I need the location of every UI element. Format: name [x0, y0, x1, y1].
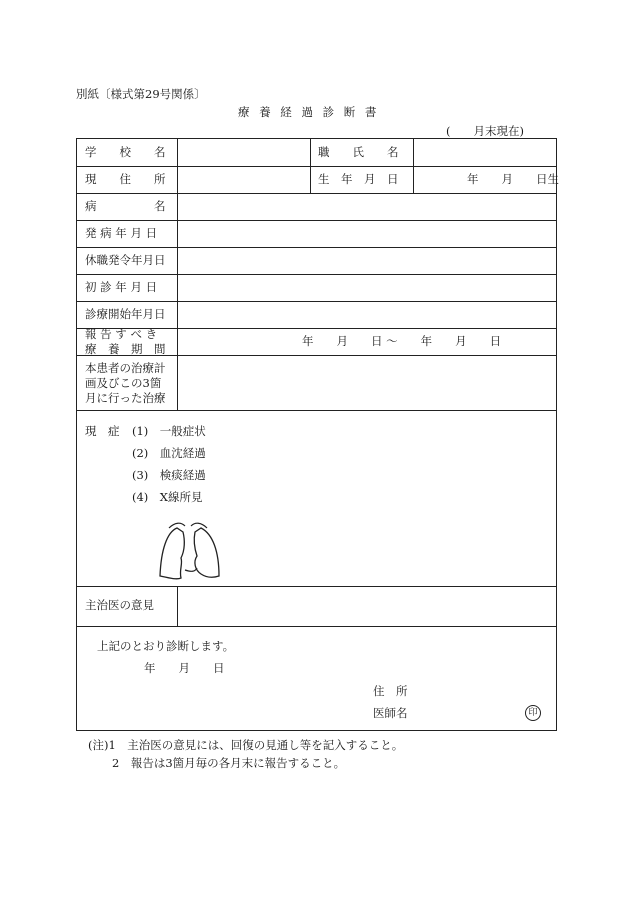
opinion-value[interactable] [180, 589, 550, 623]
left-lung-outline [194, 528, 219, 577]
signature-address-label: 住 所 [373, 684, 408, 698]
diagnosis-form [76, 138, 557, 731]
birth-label: 生 年 月 日 [318, 172, 399, 186]
symptom-xray: (4) X線所見 [132, 490, 203, 504]
opinion-label: 主治医の意見 [85, 598, 154, 612]
heart-outline [185, 568, 197, 571]
treatment-plan-label-line-2: 画及びこの3箇 [85, 376, 162, 390]
date-line: 年 月 日 [144, 661, 225, 675]
treatment-plan-value[interactable] [180, 358, 550, 406]
school-value[interactable] [180, 142, 307, 164]
treatment-plan-label-line-1: 本患者の治療計 [85, 361, 166, 375]
seal-icon: 印 [525, 705, 541, 721]
declaration-text: 上記のとおり診断します。 [97, 639, 235, 653]
report-period-label [85, 327, 166, 357]
right-lung-outline [160, 528, 184, 579]
symptoms-heading: 現 症 [85, 424, 120, 438]
onset-value[interactable] [180, 223, 550, 245]
note-1: (注)1 主治医の意見には、回復の見通し等を記入すること。 [88, 738, 404, 752]
birth-value: 年 月 日生 [467, 172, 559, 186]
report-period-label-line-2: 療 養 期 間 [85, 342, 166, 356]
lung-apex-marks [169, 523, 207, 528]
signature-address-value[interactable] [422, 681, 552, 701]
symptom-general: (1) 一般症状 [132, 424, 206, 438]
as-of-label: ( 月末現在) [446, 124, 524, 138]
attachment-note: 別紙〔様式第29号関係〕 [76, 87, 206, 101]
report-period-value: 年 月 日 〜 年 月 日 [302, 334, 502, 348]
disease-label: 病 名 [85, 199, 166, 213]
leave-value[interactable] [180, 250, 550, 272]
doctor-name-value[interactable] [422, 703, 522, 723]
treatment-plan-label-line-3: 月に行った治療 [85, 391, 166, 405]
address-label: 現 住 所 [85, 172, 166, 186]
note-2: 2 報告は3箇月毎の各月末に報告すること。 [112, 756, 346, 770]
treatment-plan-label [85, 361, 166, 406]
onset-label: 発 病 年 月 日 [85, 226, 158, 240]
treatment-start-label: 診療開始年月日 [85, 307, 166, 321]
school-label: 学 校 名 [85, 145, 166, 159]
symptom-sputum: (3) 検痰経過 [132, 468, 206, 482]
report-period-label-line-1: 報 告 す べ き [85, 327, 158, 341]
leave-label: 休職発令年月日 [85, 253, 166, 267]
first-visit-value[interactable] [180, 277, 550, 299]
treatment-start-value[interactable] [180, 304, 550, 326]
address-value[interactable] [180, 169, 307, 191]
page-title: 療 養 経 過 診 断 書 [238, 105, 380, 119]
first-visit-label: 初 診 年 月 日 [85, 280, 158, 294]
symptom-esr: (2) 血沈経過 [132, 446, 206, 460]
doctor-name-label: 医師名 [373, 706, 408, 720]
job-name-label: 職 氏 名 [318, 145, 399, 159]
lung-diagram-icon [157, 520, 223, 584]
disease-value[interactable] [180, 196, 550, 218]
job-name-value[interactable] [416, 142, 554, 164]
